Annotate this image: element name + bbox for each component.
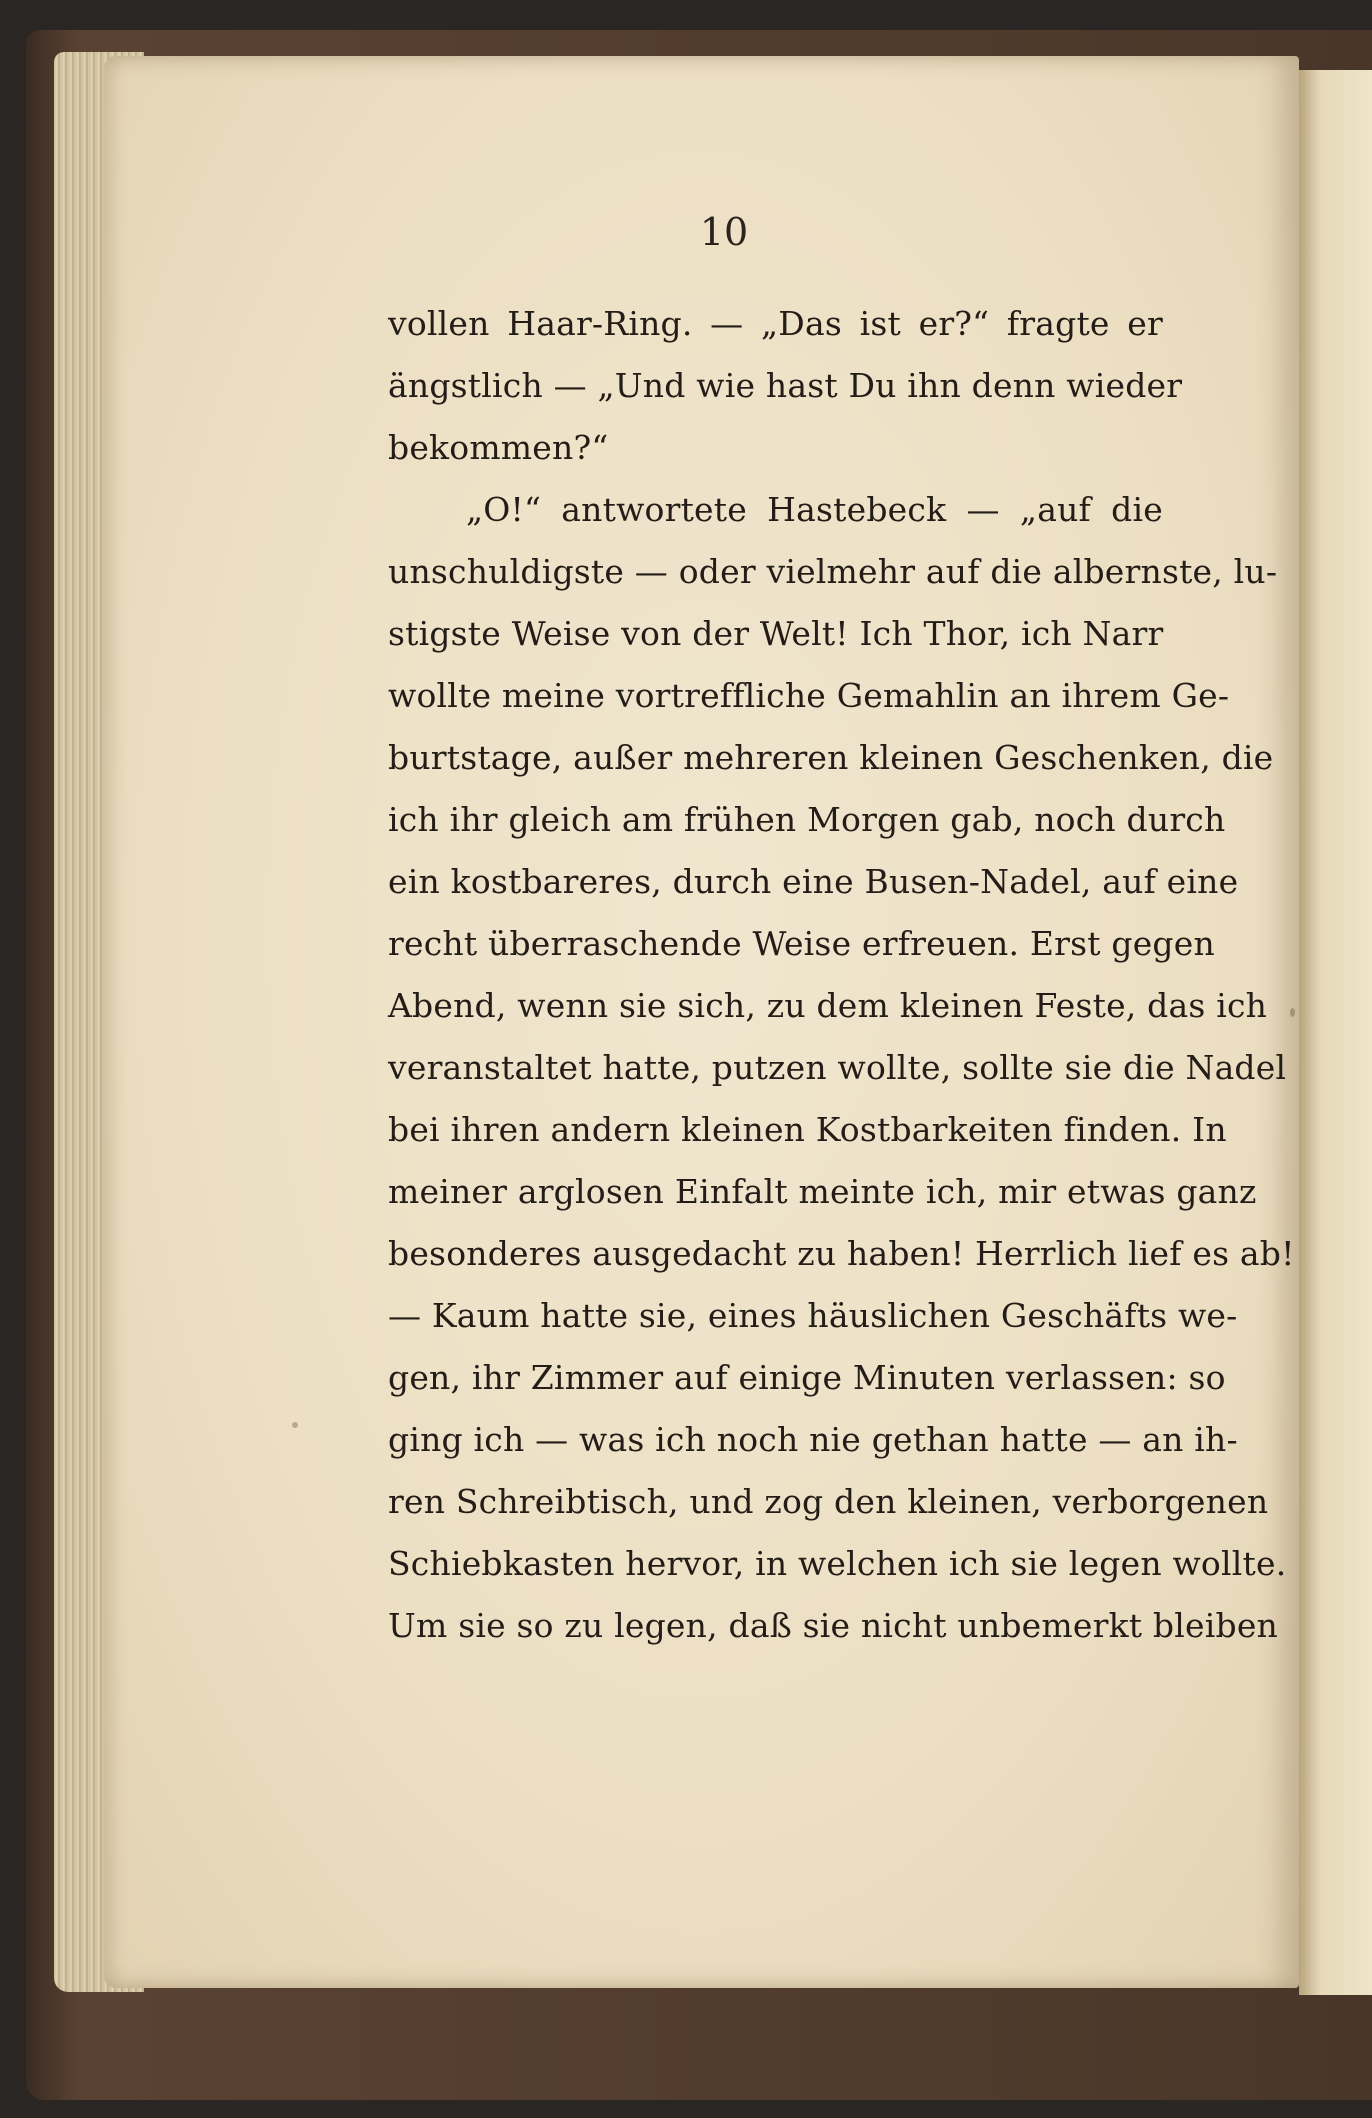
text-line: gen, ihr Zimmer auf einige Minuten verlassen: so [388,1358,1226,1397]
text-line: meiner arglosen Einfalt meinte ich, mir etwas ganz [388,1172,1257,1211]
text-line: — Kaum hatte sie, eines häuslichen Geschäfts we- [388,1296,1238,1335]
text-line: ich ihr gleich am frühen Morgen gab, noch durch [388,800,1226,839]
text-line: Schiebkasten hervor, in welchen ich sie legen wollte. [388,1544,1287,1583]
text-line: bekommen?“ [388,428,609,467]
text-line: ängstlich — „Und wie hast Du ihn denn wieder [388,366,1183,405]
text-line: „O!“ antwortete Hastebeck — „auf die [466,490,1163,529]
page-number: 10 [699,210,749,254]
text-line: bei ihren andern kleinen Kostbarkeiten finden. In [388,1110,1227,1149]
text-line: unschuldigste — oder vielmehr auf die albernste, lu- [388,552,1278,591]
text-line: wollte meine vortreffliche Gemahlin an ihrem Ge- [388,676,1230,715]
text-line: Abend, wenn sie sich, zu dem kleinen Feste, das ich [388,986,1268,1025]
text-line: ren Schreibtisch, und zog den kleinen, verborgenen [388,1482,1269,1521]
text-line: vollen Haar-Ring. — „Das ist er?“ fragte er [388,304,1163,343]
text-line: recht überraschende Weise erfreuen. Erst gegen [388,924,1215,963]
text-line: ein kostbareres, durch eine Busen-Nadel, auf eine [388,862,1239,901]
text-line: Um sie so zu legen, daß sie nicht unbemerkt bleiben [388,1606,1279,1645]
text-line: veranstaltet hatte, putzen wollte, sollte sie die Nadel [388,1048,1287,1087]
text-line: ging ich — was ich noch nie gethan hatte — an ih- [388,1420,1238,1459]
text-line: besonderes ausgedacht zu haben! Herrlich lief es ab! [388,1234,1295,1273]
text-line: burtstage, außer mehreren kleinen Geschenken, die [388,738,1274,777]
text-line: stigste Weise von der Welt! Ich Thor, ich Narr [388,614,1164,653]
